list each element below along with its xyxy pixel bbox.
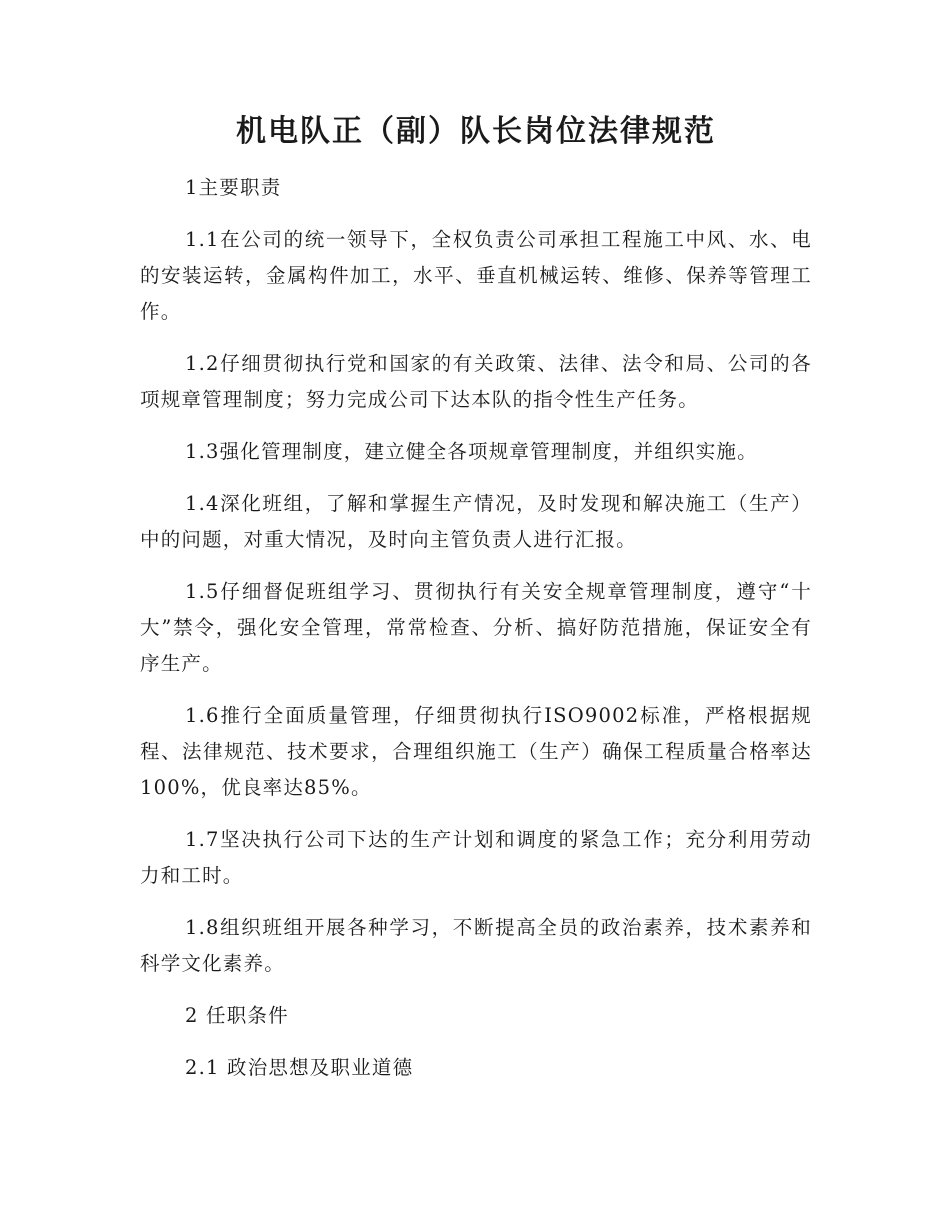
section-2-heading: 2 任职条件	[185, 1004, 289, 1027]
paragraph-1-8: 1.8组织班组开展各种学习，不断提高全员的政治素养，技术素养和科学文化素养。	[140, 916, 812, 975]
paragraph-1-7: 1.7坚决执行公司下达的生产计划和调度的紧急工作；充分利用劳动力和工时。	[140, 828, 812, 887]
paragraph-1-3: 1.3强化管理制度，建立健全各项规章管理制度，并组织实施。	[185, 440, 758, 463]
section-1-heading: 1主要职责	[185, 176, 282, 199]
paragraph-1-5: 1.5仔细督促班组学习、贯彻执行有关安全规章管理制度，遵守“十大”禁令，强化安全管理，常常检查、分析、搞好防范措施，保证安全有序生产。	[140, 580, 812, 675]
document-page	[140, 0, 812, 1086]
section-2-1-heading: 2.1 政治思想及职业道德	[185, 1056, 414, 1079]
paragraph-1-2: 1.2仔细贯彻执行党和国家的有关政策、法律、法令和局、公司的各项规章管理制度；努力完成公司下达本队的指令性生产任务。	[140, 352, 812, 411]
paragraph-1-4: 1.4深化班组，了解和掌握生产情况，及时发现和解决施工（生产）中的问题，对重大情况，及时向主管负责人进行汇报。	[140, 492, 812, 551]
paragraph-1-1: 1.1在公司的统一领导下，全权负责公司承担工程施工中风、水、电的安装运转，金属构件加工，水平、垂直机械运转、维修、保养等管理工作。	[140, 228, 812, 323]
document-title: 机电队正（副）队长岗位法律规范	[236, 114, 716, 149]
paragraph-1-6: 1.6推行全面质量管理，仔细贯彻执行ISO9002标准，严格根据规程、法律规范、技术要求，合理组织施工（生产）确保工程质量合格率达100%，优良率达85%。	[140, 704, 812, 799]
